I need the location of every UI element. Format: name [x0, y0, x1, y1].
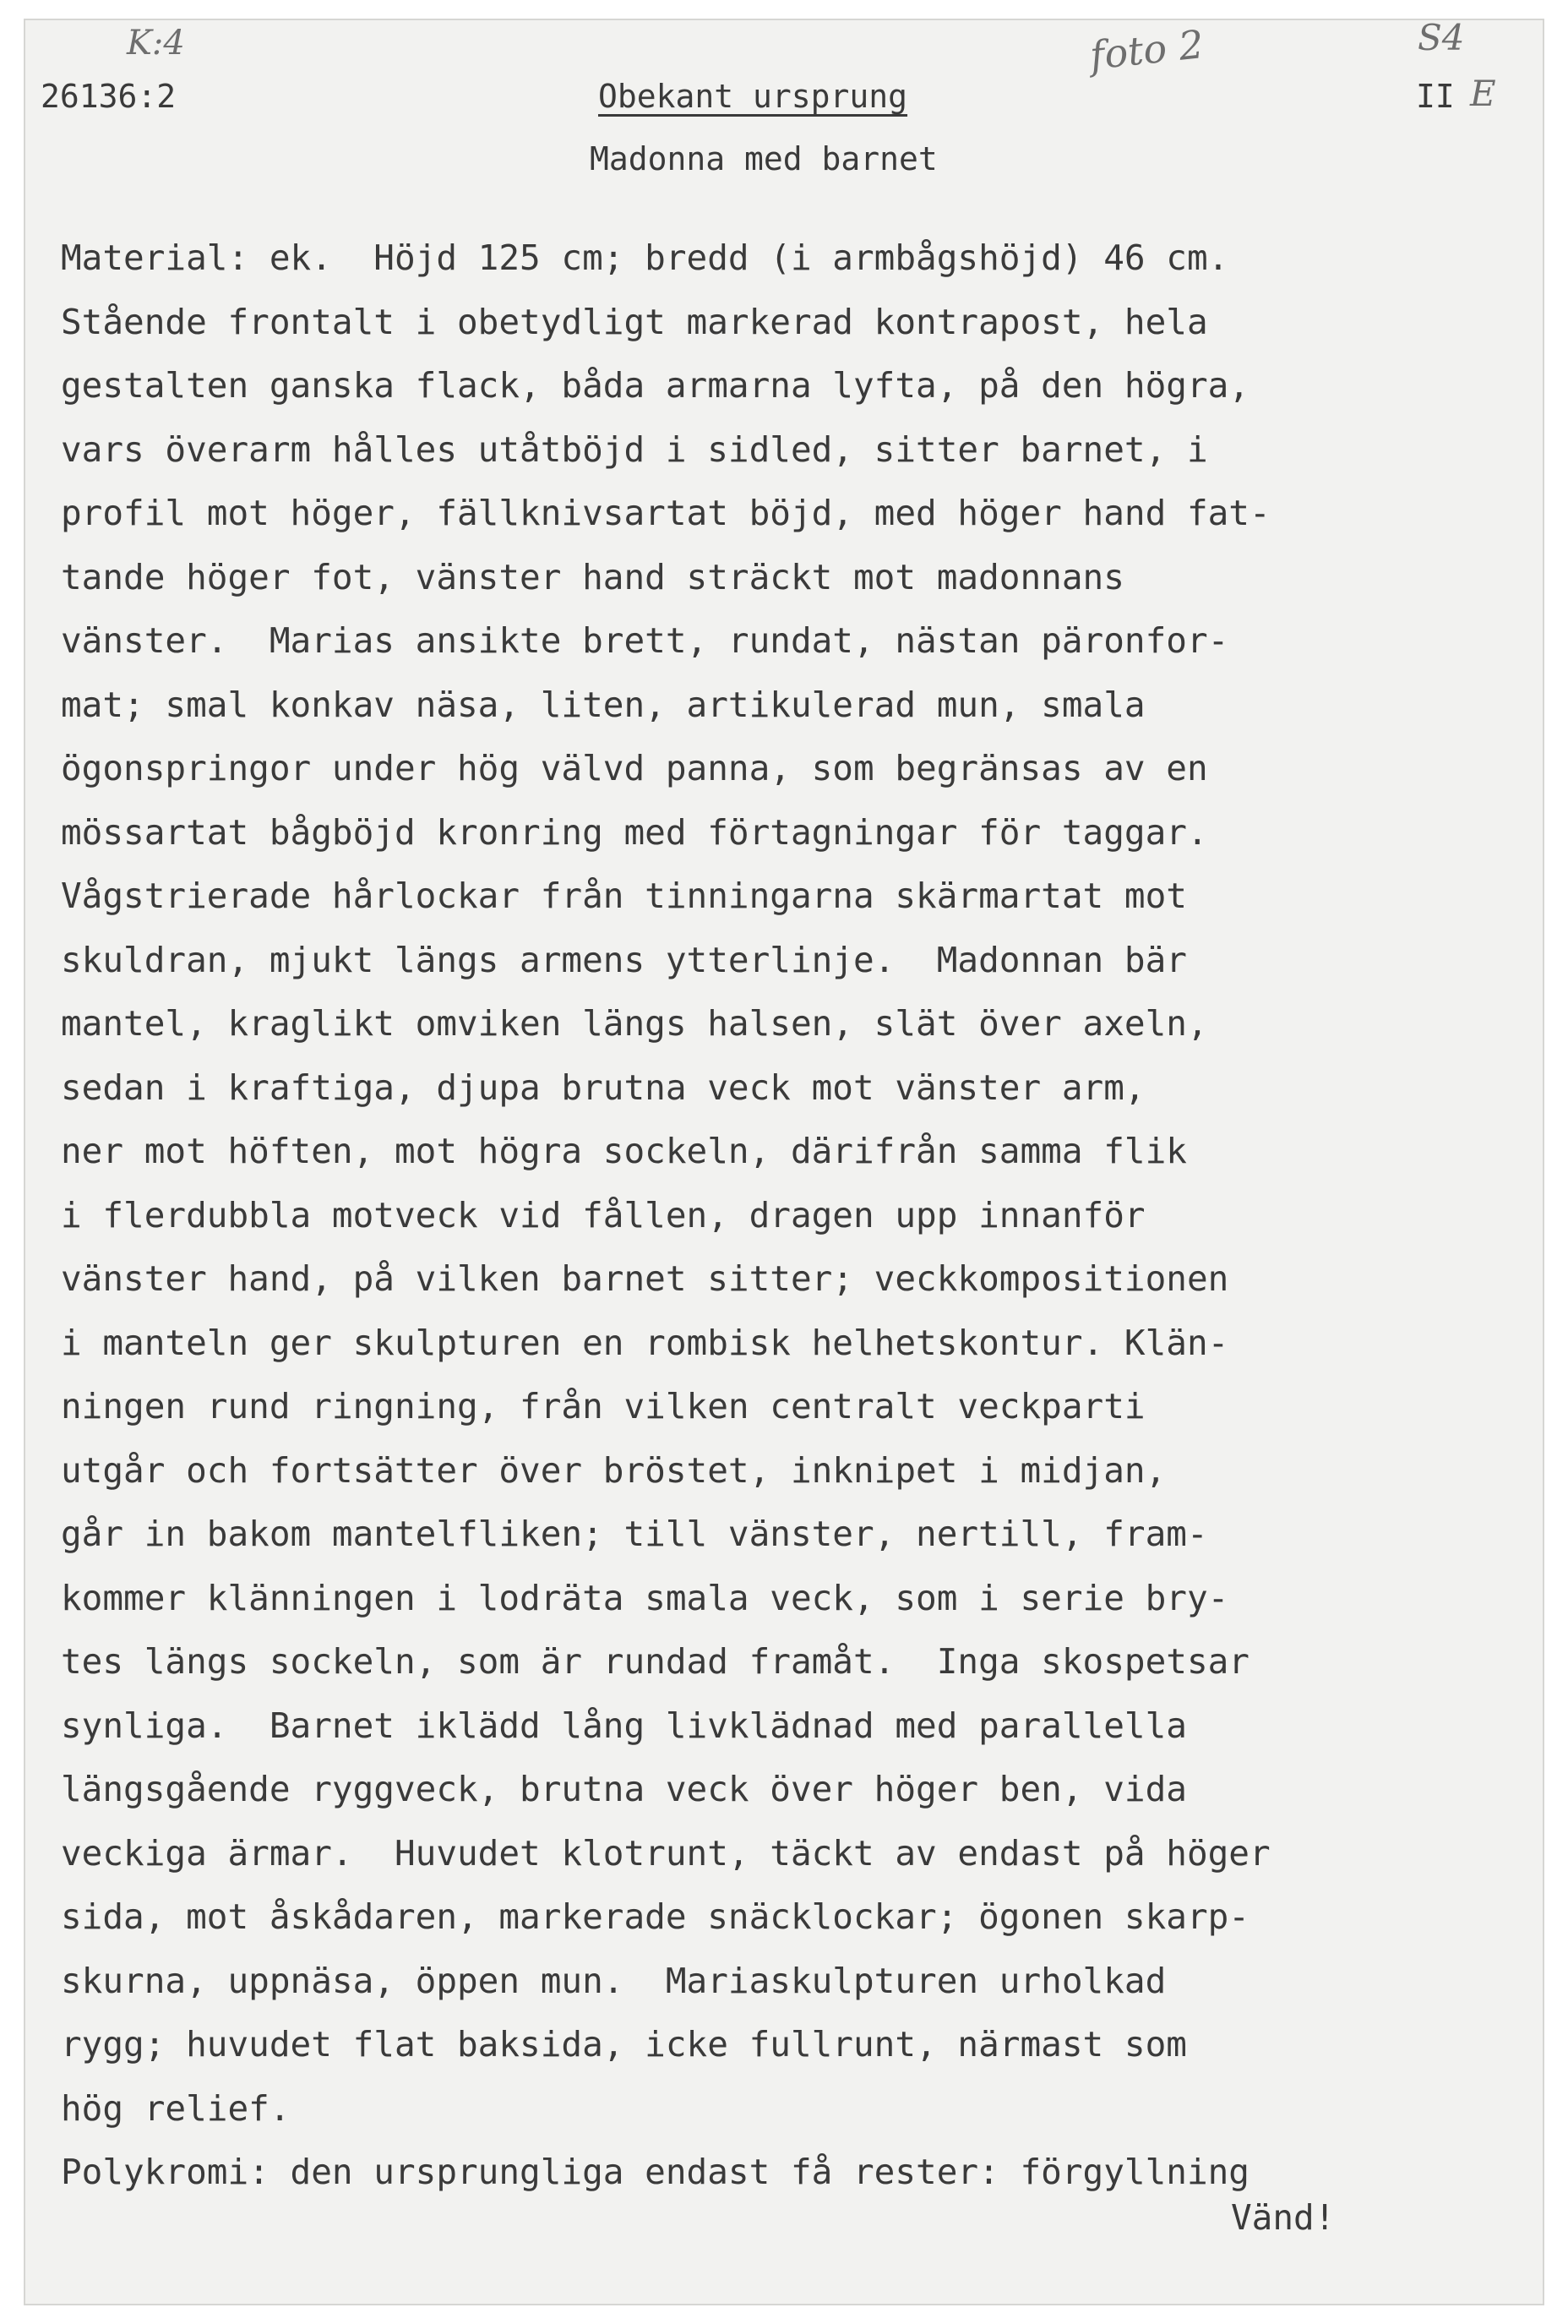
text-line: längsgående ryggveck, brutna veck över höger ben, vida	[61, 1769, 1187, 1809]
text-line: synliga. Barnet iklädd lång livklädnad med parallella	[61, 1705, 1187, 1746]
text-line: veckiga ärmar. Huvudet klotrunt, täckt av endast på höger	[61, 1832, 1271, 1874]
description-text	[61, 226, 1556, 2205]
text-line: vars överarm hålles utåtböjd i sidled, sitter barnet, i	[61, 428, 1208, 470]
text-line: Material: ek. Höjd 125 cm; bredd (i armbågshöjd) 46 cm.	[61, 237, 1229, 278]
text-line: Vågstrierade hårlockar från tinningarna skärmartat mot	[61, 876, 1187, 916]
text-line: skuldran, mjukt längs armens ytterlinje. Madonnan bär	[61, 939, 1187, 980]
page-title: Obekant ursprung	[598, 78, 908, 115]
text-line: Polykromi: den ursprungliga endast få rester: förgyllning	[61, 2152, 1250, 2192]
text-line: ner mot höften, mot högra sockeln, därifrån samma flik	[61, 1131, 1187, 1171]
text-line: profil mot höger, fällknivsartat böjd, med höger hand fat-	[61, 493, 1271, 533]
text-line: mantel, kraglikt omviken längs halsen, slät över axeln,	[61, 1003, 1208, 1044]
text-line: Stående frontalt i obetydligt markerad kontrapost, hela	[61, 301, 1208, 342]
text-line: ögonspringor under hög välvd panna, som begränsas av en	[61, 748, 1208, 788]
text-line: utgår och fortsätter över bröstet, inknipet i midjan,	[61, 1449, 1167, 1491]
text-line: vänster hand, på vilken barnet sitter; veckkompositionen	[61, 1258, 1229, 1299]
text-line: tande höger fot, vänster hand sträckt mot madonnans	[61, 556, 1124, 597]
page-subtitle: Madonna med barnet	[590, 140, 938, 177]
handwritten-note-e: E	[1470, 73, 1496, 114]
text-line: kommer klänningen i lodräta smala veck, som i serie bry-	[61, 1577, 1229, 1618]
text-line: sedan i kraftiga, djupa brutna veck mot vänster arm,	[61, 1067, 1146, 1108]
handwritten-note-foto: foto 2	[1087, 21, 1206, 79]
handwritten-note-s4: S4	[1418, 17, 1465, 58]
text-line: rygg; huvudet flat baksida, icke fullrunt, närmast som	[61, 2024, 1187, 2065]
text-line: mössartat bågböjd kronring med förtagningar för taggar.	[61, 811, 1208, 853]
card-id: 26136:2	[41, 78, 177, 115]
roman-numeral: II	[1416, 78, 1455, 115]
text-line: tes längs sockeln, som är rundad framåt. Inga skospetsar	[61, 1641, 1250, 1682]
text-line: ningen rund ringning, från vilken centralt veckparti	[61, 1386, 1146, 1427]
text-line: gestalten ganska flack, båda armarna lyfta, på den högra,	[61, 365, 1250, 406]
text-line: sida, mot åskådaren, markerade snäcklockar; ögonen skarp-	[61, 1896, 1250, 1937]
text-line: i flerdubbla motveck vid fållen, dragen upp innanför	[61, 1194, 1146, 1236]
text-line: i manteln ger skulpturen en rombisk helhetskontur. Klän-	[61, 1322, 1229, 1363]
text-line: går in bakom mantelfliken; till vänster, nertill, fram-	[61, 1514, 1208, 1554]
text-line: vänster. Marias ansikte brett, rundat, nästan päronfor-	[61, 620, 1229, 661]
text-line: skurna, uppnäsa, öppen mun. Mariaskulpturen urholkad	[61, 1960, 1167, 2001]
turn-over-note: Vänd!	[1231, 2197, 1336, 2238]
text-line: mat; smal konkav näsa, liten, artikulerad mun, smala	[61, 684, 1146, 725]
handwritten-note-k4: K:4	[127, 24, 185, 63]
text-line: hög relief.	[61, 2087, 291, 2129]
